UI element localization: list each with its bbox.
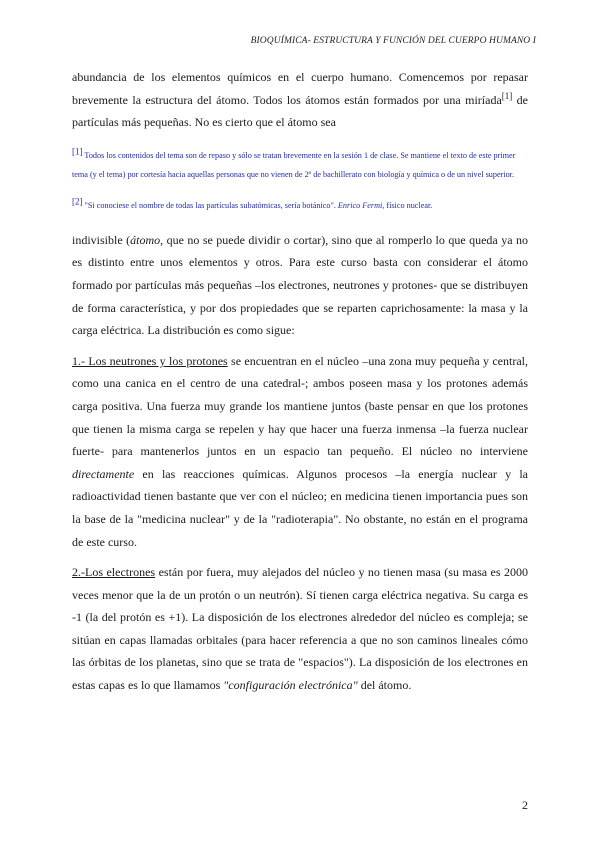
p2-text-1: indivisible ( <box>72 232 131 247</box>
p4-text-2: del átomo. <box>357 678 412 693</box>
footnote-1-marker[interactable]: [1] <box>72 146 83 157</box>
footnote-2-tail: , físico nuclear. <box>382 200 433 210</box>
paragraph-electrons <box>72 561 528 697</box>
p3-emphasis-directamente: directamente <box>72 466 135 481</box>
p2-emphasis-atomo: átomo <box>130 232 161 247</box>
paragraph-neutrons-protons <box>72 350 528 553</box>
intro-text-end: de partículas más pequeñas. No es cierto que el átomo sea <box>72 92 529 130</box>
p3-heading: 1.- Los neutrones y los protones <box>72 353 228 368</box>
footnote-2 <box>72 196 528 215</box>
p4-emphasis-configuracion: "configuración electrónica" <box>223 678 358 693</box>
p2-text-2: , que no se puede dividir o cortar), sino que al romperlo lo que queda ya no es distinto entre unos elementos y otros. Para este curso basta con considerar el átomo formado por partículas más pequeñas –los electrones, neutrones y protones- que se distribuyen de forma característica, y por dos propiedades que se reparten caprichosamente: la masa y la carga eléctrica. La distribución es como sigue: <box>72 232 528 338</box>
running-header: BIOQUÍMICA- ESTRUCTURA Y FUNCIÓN DEL CUERPO HUMANO I <box>250 36 536 46</box>
page-content <box>72 66 528 697</box>
p3-text-1: se encuentran en el núcleo –una zona muy pequeña y central, como una canica en el centro de una catedral-; ambos poseen masa y los protones además carga positiva. Una fuerza muy grande los mantiene juntos (baste pensar en que los protones que tienen la misma carga se repelen y hay que hacer una fuerza inmensa –la fuerza nuclear fuerte- para mantenerlos juntos en un espacio tan pequeño. El núcleo no interviene <box>72 353 528 459</box>
p4-heading: 2.-Los electrones <box>72 565 156 580</box>
paragraph-atom-indivisible <box>72 229 528 342</box>
p4-text-1: están por fuera, muy alejados del núcleo y no tienen masa (su masa es 2000 veces menor que la de un protón o un neutrón). Sí tienen carga eléctrica negativa. Su carga es -1 (la del protón es +1). La disposición de los electrones alrededor del núcleo es compleja; se sitúan en capas llamadas orbitales (para hacer referencia a que no son caminos lineales cómo las órbitas de los planetas, sino que se trata de "espacios"). La disposición de los electrones en estas capas es lo que llamamos <box>72 565 528 693</box>
footnote-1 <box>72 146 528 184</box>
page-number: 2 <box>522 798 528 812</box>
footnote-2-author: Enrico Fermi <box>337 200 383 210</box>
intro-paragraph <box>72 66 528 134</box>
footnotes-block <box>72 146 528 215</box>
footnote-2-marker[interactable]: [2] <box>72 196 83 207</box>
footnote-2-quote: "Si conociese el nombre de todas las partículas subatómicas, sería botánico". <box>82 200 338 210</box>
footnote-ref-1[interactable]: [1] <box>501 90 513 101</box>
footnote-1-text: Todos los contenidos del tema son de repaso y sólo se tratan brevemente en la sesión 1 de clase. Se mantiene el texto de este primer tema (y el tema) por cortesía hacia aquellas personas que no vienen de 2º de bachillerato con biología y química o de un nivel superior. <box>72 150 516 179</box>
p3-text-2: en las reacciones químicas. Algunos procesos –la energía nuclear y la radioactividad tienen bastante que ver con el núcleo; en medicina tienen importancia pues son la base de la "medicina nuclear" y de la "radioterapia". No obstante, no están en el programa de este curso. <box>72 466 528 549</box>
intro-text-start: abundancia de los elementos químicos en el cuerpo humano. Comencemos por repasar brevemente la estructura del átomo. Todos los átomos están formados por una miríada <box>72 70 528 107</box>
